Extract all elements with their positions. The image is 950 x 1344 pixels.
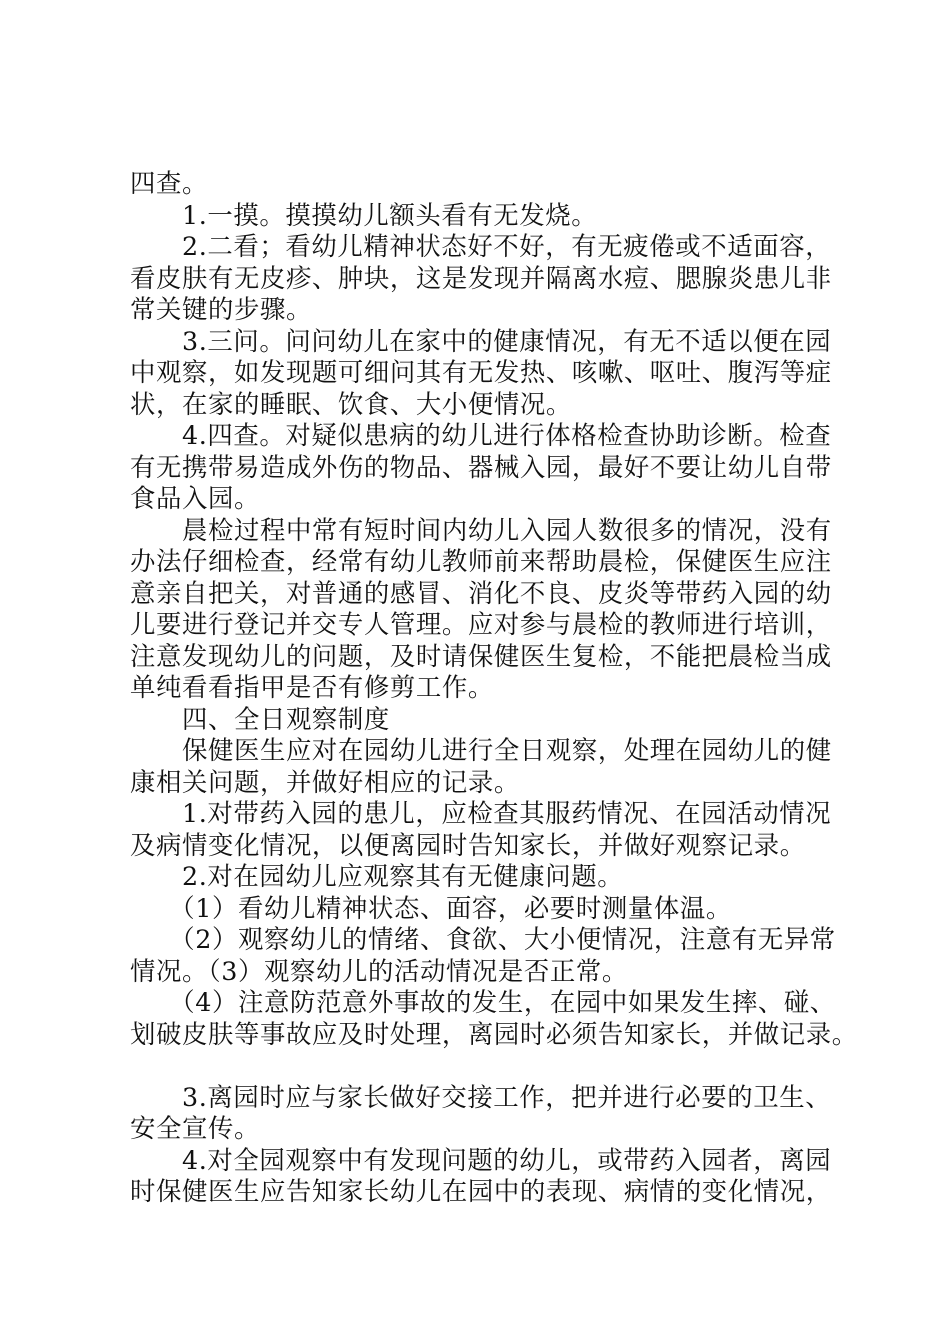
text-line: 划破皮肤等事故应及时处理，离园时必须告知家长，并做记录。: [130, 1018, 858, 1049]
text-line: 1.一摸。摸摸幼儿额头看有无发烧。: [130, 199, 598, 230]
text-line: 四查。: [130, 168, 208, 198]
text-line: 儿要进行登记并交专人管理。应对参与晨检的教师进行培训，: [130, 609, 832, 639]
text-line: 状，在家的睡眠、饮食、大小便情况。: [130, 388, 572, 419]
text-line: 常关键的步骤。: [130, 294, 312, 324]
section-heading: 四、全日观察制度: [130, 703, 390, 734]
text-line: 意亲自把关，对普通的感冒、消化不良、皮炎等带药入园的幼: [130, 577, 832, 608]
text-line: 晨检过程中常有短时间内幼儿入园人数很多的情况，没有: [130, 514, 832, 545]
text-line: 看皮肤有无皮疹、肿块，这是发现并隔离水痘、腮腺炎患儿非: [130, 262, 832, 293]
text-line: （1）看幼儿精神状态、面容，必要时测量体温。: [130, 892, 732, 923]
text-line: 保健医生应对在园幼儿进行全日观察，处理在园幼儿的健: [130, 735, 832, 765]
text-line: 4.对全园观察中有发现问题的幼儿，或带药入园者，离园: [130, 1144, 832, 1175]
blank-line: [130, 1050, 850, 1082]
document-body: [130, 168, 858, 1208]
text-line: 3.三问。问问幼儿在家中的健康情况，有无不适以便在园: [130, 325, 832, 356]
text-line: 情况。（3）观察幼儿的活动情况是否正常。: [130, 955, 628, 986]
text-line: （2）观察幼儿的情绪、食欲、大小便情况，注意有无异常: [130, 924, 836, 954]
text-line: 2.二看；看幼儿精神状态好不好，有无疲倦或不适面容，: [130, 231, 832, 261]
text-line: 2.对在园幼儿应观察其有无健康问题。: [130, 861, 624, 891]
text-line: 1.对带药入园的患儿，应检查其服药情况、在园活动情况: [130, 798, 832, 828]
text-line: 注意发现幼儿的问题，及时请保健医生复检，不能把晨检当成: [130, 640, 832, 671]
text-line: 时保健医生应告知家长幼儿在园中的表现、病情的变化情况，: [130, 1176, 832, 1206]
text-line: 办法仔细检查，经常有幼儿教师前来帮助晨检，保健医生应注: [130, 546, 832, 576]
text-line: 3.离园时应与家长做好交接工作，把并进行必要的卫生、: [130, 1081, 832, 1112]
text-line: 安全宣传。: [130, 1113, 260, 1143]
text-line: 4.四查。对疑似患病的幼儿进行体格检查协助诊断。检查: [130, 420, 832, 450]
text-line: 及病情变化情况，以便离园时告知家长，并做好观察记录。: [130, 829, 806, 860]
text-line: 食品入园。: [130, 483, 260, 513]
text-line: （4）注意防范意外事故的发生，在园中如果发生摔、碰、: [130, 987, 836, 1017]
text-line: 单纯看看指甲是否有修剪工作。: [130, 672, 494, 702]
text-line: 有无携带易造成外伤的物品、器械入园，最好不要让幼儿自带: [130, 451, 832, 482]
text-line: 中观察，如发现题可细问其有无发热、咳嗽、呕吐、腹泻等症: [130, 357, 832, 387]
text-line: 康相关问题，并做好相应的记录。: [130, 766, 520, 797]
